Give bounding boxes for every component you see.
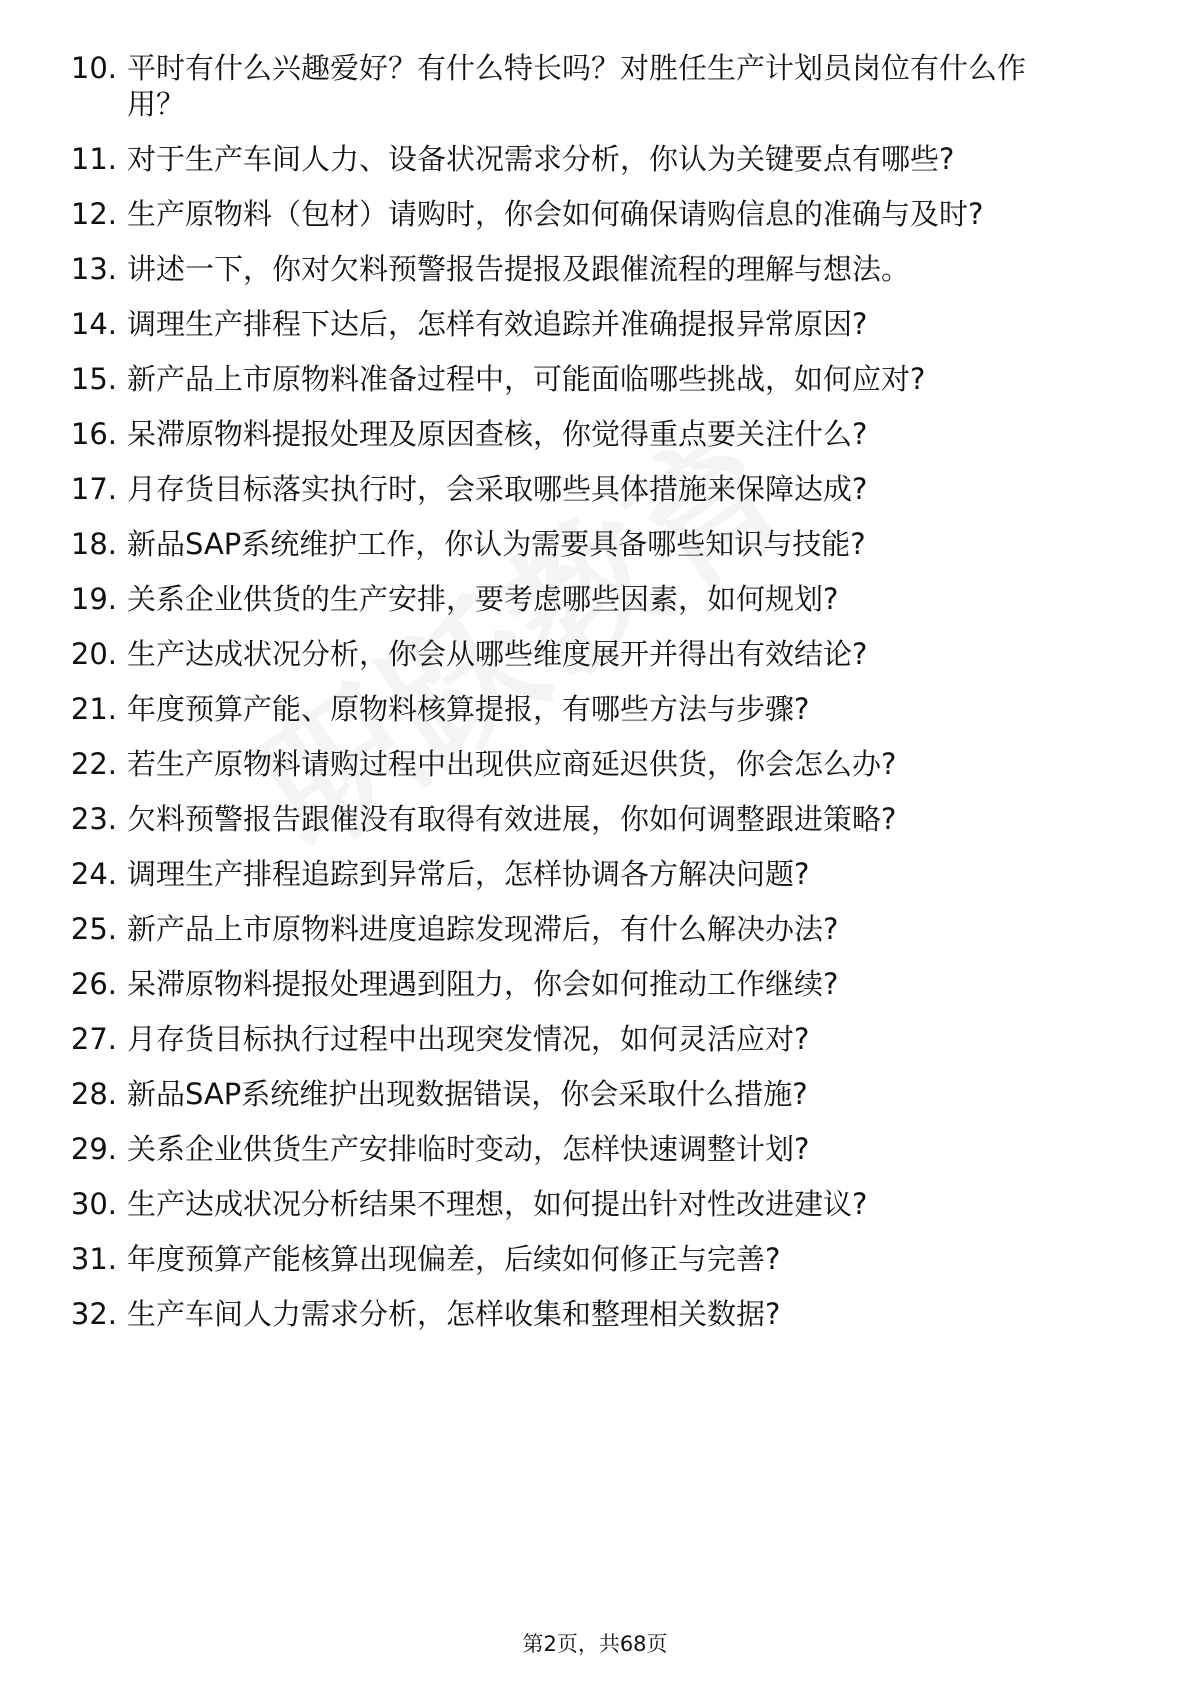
question-item [0,856,1190,892]
question-text: 生产达成状况分析结果不理想，如何提出针对性改进建议? [127,1187,868,1221]
question-number: 26. [70,967,117,1001]
question-number: 24. [70,857,117,891]
question-text: 欠料预警报告跟催没有取得有效进展，你如何调整跟进策略? [127,802,897,836]
question-item [0,50,1190,122]
question-number: 29. [70,1132,117,1166]
question-number: 27. [70,1022,117,1056]
question-item [0,1021,1190,1057]
question-item [0,251,1190,287]
question-number: 30. [70,1187,117,1221]
question-number: 13. [70,252,117,286]
question-number: 22. [70,747,117,781]
question-text: 生产达成状况分析，你会从哪些维度展开并得出有效结论? [127,637,868,671]
question-number: 10. [70,51,117,85]
question-list [0,50,1190,1351]
question-text: 新品SAP系统维护工作，你认为需要具备哪些知识与技能? [127,527,866,561]
question-text: 年度预算产能核算出现偏差，后续如何修正与完善? [127,1242,781,1276]
question-text: 年度预算产能、原物料核算提报，有哪些方法与步骤? [127,692,810,726]
question-number: 16. [70,417,117,451]
question-number: 28. [70,1077,117,1111]
question-text: 呆滞原物料提报处理及原因查核，你觉得重点要关注什么? [127,417,868,451]
question-text: 呆滞原物料提报处理遇到阻力，你会如何推动工作继续? [127,967,839,1001]
page-footer [0,1631,1190,1657]
question-item [0,636,1190,672]
question-item [0,1186,1190,1222]
question-number: 15. [70,362,117,396]
question-item [0,581,1190,617]
question-item [0,1241,1190,1277]
question-text: 新产品上市原物料进度追踪发现滞后，有什么解决办法? [127,912,839,946]
question-number: 11. [70,142,117,176]
question-text: 对于生产车间人力、设备状况需求分析，你认为关键要点有哪些? [127,142,955,176]
question-text: 新品SAP系统维护出现数据错误，你会采取什么措施? [127,1077,808,1111]
question-item [0,1076,1190,1112]
question-item [0,746,1190,782]
question-text: 新产品上市原物料准备过程中，可能面临哪些挑战，如何应对? [127,362,926,396]
question-number: 32. [70,1297,117,1331]
question-text: 生产车间人力需求分析，怎样收集和整理相关数据? [127,1297,781,1331]
question-text: 月存货目标落实执行时，会采取哪些具体措施来保障达成? [127,472,868,506]
question-item [0,471,1190,507]
question-item [0,306,1190,342]
question-number: 12. [70,197,117,231]
question-text: 关系企业供货的生产安排，要考虑哪些因素，如何规划? [127,582,839,616]
question-item [0,141,1190,177]
question-text: 讲述一下，你对欠料预警报告提报及跟催流程的理解与想法。 [127,252,911,286]
question-item [0,911,1190,947]
question-item [0,361,1190,397]
question-text: 关系企业供货生产安排临时变动，怎样快速调整计划? [127,1132,810,1166]
question-number: 31. [70,1242,117,1276]
page-number-label: 第2页，共68页 [522,1632,668,1656]
question-text: 调理生产排程追踪到异常后，怎样协调各方解决问题? [127,857,810,891]
question-item [0,196,1190,232]
question-number: 14. [70,307,117,341]
question-number: 20. [70,637,117,671]
question-text: 生产原物料（包材）请购时，你会如何确保请购信息的准确与及时? [127,197,984,231]
question-text: 若生产原物料请购过程中出现供应商延迟供货，你会怎么办? [127,747,897,781]
question-number: 19. [70,582,117,616]
question-number: 17. [70,472,117,506]
question-text: 月存货目标执行过程中出现突发情况，如何灵活应对? [127,1022,810,1056]
question-number: 18. [70,527,117,561]
question-number: 21. [70,692,117,726]
question-item [0,691,1190,727]
question-item [0,801,1190,837]
question-item [0,1296,1190,1332]
question-item [0,966,1190,1002]
question-item [0,416,1190,452]
question-item [0,1131,1190,1167]
question-text: 平时有什么兴趣爱好？有什么特长吗？对胜任生产计划员岗位有什么作用？ [127,51,1027,121]
question-text: 调理生产排程下达后，怎样有效追踪并准确提报异常原因? [127,307,868,341]
question-item [0,526,1190,562]
question-number: 25. [70,912,117,946]
question-number: 23. [70,802,117,836]
